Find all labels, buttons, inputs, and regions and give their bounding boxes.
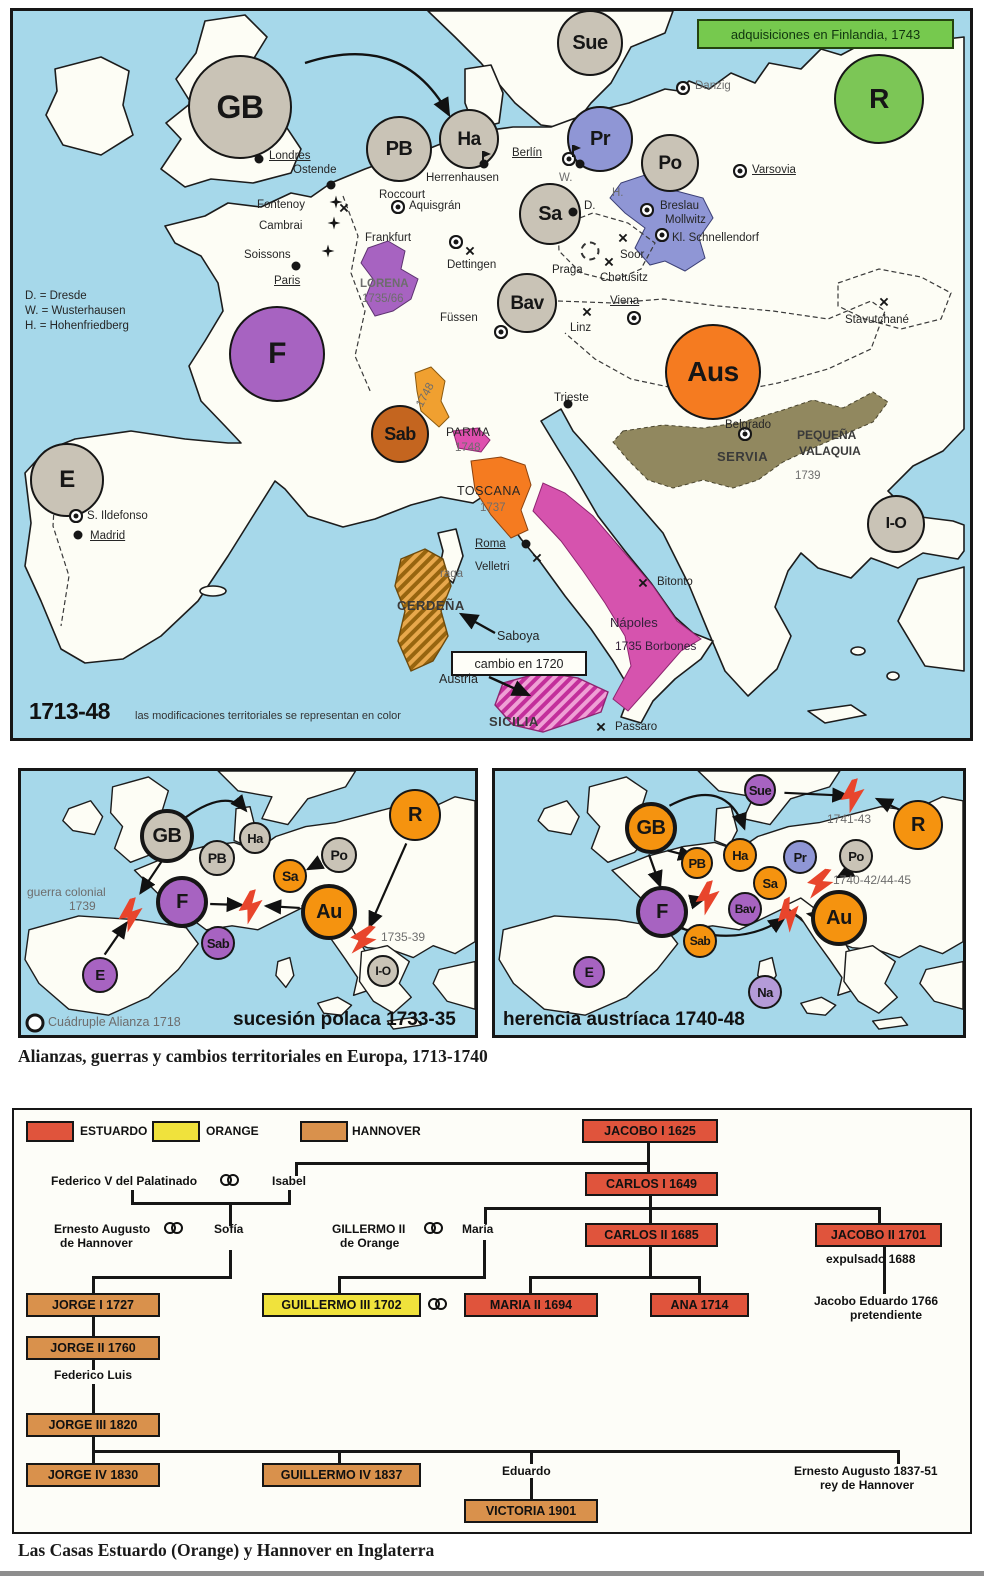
polaca-power-pb: PB (199, 840, 235, 876)
austriaca-power-bav: Bav (728, 892, 762, 926)
tree-text-maria: María (462, 1222, 494, 1236)
map-sucesion-polaca (18, 768, 478, 1038)
city-label-stavutchane: Stavutchané (845, 314, 909, 326)
polaca-power-e: E (82, 957, 118, 993)
tree-box-jacobo2: JACOBO II 1701 (815, 1223, 942, 1247)
city-label-ildefonso: S. Ildefonso (87, 510, 148, 522)
city-label-roma: Roma (475, 538, 506, 550)
marriage-rings-icon (220, 1174, 242, 1186)
polaca-power-au: Au (301, 884, 357, 940)
city-dot-londres (255, 155, 264, 164)
region-label-valaquia-2: VALAQUIA (799, 444, 861, 458)
region-label-lorena-year: 1735/66 (362, 293, 404, 305)
city-label-danzig: Danzig (695, 80, 731, 92)
tree-text-gillermo2-b: de Orange (340, 1236, 400, 1250)
power-sue: Sue (557, 10, 623, 76)
tree-box-carlos2: CARLOS II 1685 (585, 1223, 718, 1247)
abbrev-label-hohenfriedberg: H. (612, 187, 624, 199)
siege-circle-icon-praga (581, 242, 600, 261)
legend-swatch-hannover (300, 1121, 348, 1142)
abbrev-label-dresde: D. (584, 200, 596, 212)
polaca-power-ha: Ha (239, 822, 271, 854)
abbrev-key-hohenfriedberg: H. = Hohenfriedberg (25, 320, 129, 332)
tree-text-ernesto-b: de Hannover (60, 1236, 133, 1250)
abbrev-key-wusterhausen: W. = Wusterhausen (25, 305, 126, 317)
tree-text-federico-v: Federico V del Palatinado (51, 1174, 198, 1188)
connector-line (338, 1276, 486, 1279)
city-label-roccourt: Roccourt (379, 189, 426, 201)
polaca-power-gb: GB (140, 809, 194, 863)
tree-box-jacobo1: JACOBO I 1625 (582, 1119, 718, 1143)
power-ha: Ha (439, 109, 499, 169)
city-label-velletri: Velletri (475, 561, 510, 573)
power-e: E (30, 443, 104, 517)
austriaca-power-ha: Ha (723, 838, 757, 872)
city-dot-roma (522, 540, 531, 549)
map-period-note: las modificaciones territoriales se representan en color (135, 710, 401, 722)
city-label-paris: Paris (274, 275, 301, 287)
region-label-napoles-year: 1735 Borbones (615, 639, 697, 653)
tree-text-gillermo2-a: GILLERMO II (332, 1222, 406, 1236)
tree-box-jorge3: JORGE III 1820 (26, 1413, 160, 1437)
connector-line (649, 1207, 652, 1223)
tree-box-guillermo4: GUILLERMO IV 1837 (262, 1463, 421, 1487)
battle-icon-stavutchane (879, 294, 889, 311)
marriage-rings-icon (164, 1222, 186, 1234)
city-label-fussen: Füssen (440, 312, 478, 324)
city-dot-herrenhausen (480, 160, 489, 169)
city-label-ostende: Ostende (293, 164, 337, 176)
connector-line (338, 1450, 341, 1463)
tree-text-jacobo-eduardo-b: pretendiente (850, 1308, 923, 1322)
marriage-rings-icon (428, 1298, 450, 1310)
power-sa: Sa (519, 183, 581, 245)
city-dot-madrid (74, 531, 83, 540)
austriaca-power-r: R (893, 800, 943, 850)
city-label-aquisgran: Aquisgrán (409, 200, 461, 212)
austriaca-power-sue: Sue (744, 774, 776, 806)
page-bottom-rule (0, 1571, 984, 1576)
connector-line (295, 1162, 650, 1165)
austriaca-power-sa: Sa (753, 866, 787, 900)
tree-text-sofia: Sofía (214, 1222, 244, 1236)
tree-text-ernesto-a: Ernesto Augusto (54, 1222, 151, 1236)
connector-line (878, 1207, 881, 1223)
power-sab: Sab (371, 405, 429, 463)
connector-line (92, 1450, 95, 1463)
tree-text-ernesto2-a: Ernesto Augusto 1837-51 (794, 1464, 938, 1478)
label-guerra-colonial-1: guerra colonial (27, 885, 106, 899)
city-label-belgrado: Belgrado (725, 419, 772, 431)
connector-line (647, 1143, 650, 1162)
legend-label-orange: ORANGE (206, 1124, 259, 1138)
region-label-napoles: Nápoles (610, 615, 658, 630)
connector-line (92, 1437, 95, 1450)
region-label-raga: raga (440, 568, 464, 580)
battle-icon-bitonto (638, 575, 648, 592)
abbrev-key-dresde: D. = Dresde (25, 290, 87, 302)
connector-line (897, 1450, 900, 1464)
region-label-cerdena: CERDEÑA (397, 598, 465, 613)
battle-icon-velletri (532, 550, 542, 567)
congress-dot-berlin (567, 157, 572, 162)
austriaca-power-au: Au (811, 890, 867, 946)
city-label-linz: Linz (570, 322, 592, 334)
city-label-herrenhausen: Herrenhausen (426, 172, 499, 184)
region-label-sicilia: SICILIA (489, 714, 539, 729)
abbrev-label-wusterhausen: W. (559, 172, 573, 184)
label-guerra-colonial-2: 1739 (69, 899, 96, 913)
region-label-lorena: LORENA (360, 278, 409, 290)
map-period-label: 1713-48 (29, 698, 110, 724)
tree-caption: Las Casas Estuardo (Orange) y Hannover en Inglaterra (18, 1540, 435, 1560)
connector-line (92, 1276, 95, 1293)
note-label-austria: Austria (439, 672, 478, 686)
connector-line (92, 1384, 95, 1413)
congress-dot-breslau (645, 208, 650, 213)
maps-caption: Alianzas, guerras y cambios territoriales en Europa, 1713-1740 (18, 1046, 488, 1066)
city-label-berlin: Berlín (512, 147, 543, 159)
label-north-years: 1741-43 (827, 812, 872, 826)
city-label-praga: Praga (552, 264, 583, 276)
power-pr: Pr (567, 106, 633, 172)
city-label-trieste: Trieste (554, 392, 589, 404)
battle-icon-linz (582, 304, 592, 321)
legend-swatch-orange (152, 1121, 200, 1142)
congress-dot-belgrado (743, 432, 748, 437)
city-label-chotusitz: Chotusitz (600, 272, 648, 284)
region-label-milan-year: 1748 (414, 381, 437, 410)
alliance-ring-icon (26, 1014, 45, 1033)
label-mid-years: 1740-42/44-45 (833, 873, 912, 887)
tree-text-expulsado: expulsado 1688 (826, 1252, 916, 1266)
congress-dot-aquisgran (396, 205, 401, 210)
city-label-mollwitz: Mollwitz (665, 214, 706, 226)
family-tree-panel (12, 1108, 972, 1534)
connector-line (530, 1450, 533, 1464)
city-label-schnellendorf: Kl. Schnellendorf (672, 232, 759, 244)
congress-dot-schnellendorf (660, 233, 665, 238)
battle-icon-dettingen (465, 243, 475, 260)
region-label-parma: PARMA (446, 425, 491, 439)
congress-dot-varsovia (738, 169, 743, 174)
city-label-madrid: Madrid (90, 530, 126, 542)
legend-swatch-estuardo (26, 1121, 74, 1142)
region-label-valaquia-year: 1739 (795, 470, 821, 482)
tree-box-ana: ANA 1714 (650, 1293, 749, 1317)
city-label-londres: Londres (269, 150, 311, 162)
tree-box-jorge1: JORGE I 1727 (26, 1293, 160, 1317)
finland-note-box: adquisiciones en Finlandia, 1743 (697, 19, 954, 49)
power-po: Po (641, 134, 699, 192)
battle-icon-chotusitz (604, 254, 614, 271)
label-io-years: 1735-39 (381, 930, 426, 944)
austriaca-power-na: Na (748, 975, 782, 1009)
austriaca-power-sab: Sab (683, 924, 717, 958)
city-label-viena: Viena (610, 295, 640, 307)
tree-text-eduardo: Eduardo (502, 1464, 551, 1478)
legend-label-hannover: HANNOVER (352, 1124, 421, 1138)
power-pb: PB (366, 116, 432, 182)
map-polaca-title: sucesión polaca 1733-35 (233, 1009, 456, 1030)
connector-line (484, 1207, 881, 1210)
flag-icon-berlin (572, 145, 574, 157)
battle-icon-passaro (596, 719, 606, 736)
map-austriaca-title: herencia austríaca 1740-48 (503, 1009, 745, 1030)
tree-text-jacobo-eduardo-a: Jacobo Eduardo 1766 (814, 1294, 939, 1308)
region-label-valaquia-1: PEQUEÑA (797, 428, 857, 442)
connector-line (698, 1276, 701, 1293)
polaca-power-po: Po (321, 837, 357, 873)
connector-line (647, 1162, 650, 1172)
austriaca-power-gb: GB (625, 802, 677, 854)
city-label-dettingen: Dettingen (447, 259, 497, 271)
connector-line (530, 1478, 533, 1499)
tree-box-jorge4: JORGE IV 1830 (26, 1463, 160, 1487)
marriage-rings-icon (424, 1222, 446, 1234)
region-label-toscana: TOSCANA (457, 484, 521, 498)
power-r: R (834, 54, 924, 144)
polaca-power-f: F (156, 876, 208, 928)
tree-text-ernesto2-b: rey de Hannover (820, 1478, 915, 1492)
power-bav: Bav (497, 273, 557, 333)
power-f: F (229, 306, 325, 402)
austriaca-power-pr: Pr (783, 840, 817, 874)
austriaca-power-pb: PB (681, 847, 713, 879)
label-cuadruple-alianza: Cuádruple Alianza 1718 (48, 1015, 181, 1029)
city-dot-ostende (327, 181, 336, 190)
city-label-soor: Soor (620, 249, 645, 261)
city-label-varsovia: Varsovia (752, 164, 796, 176)
map-herencia-austriaca (492, 768, 966, 1038)
connector-line (92, 1450, 900, 1453)
power-aus: Aus (665, 324, 761, 420)
city-label-frankfurt: Frankfurt (365, 232, 412, 244)
note-box-cambio-1720: cambio en 1720 (451, 651, 587, 676)
congress-dot-fussen (499, 330, 504, 335)
city-label-bitonto: Bitonto (657, 576, 693, 588)
city-label-cambrai: Cambrai (259, 220, 303, 232)
legend-label-estuardo: ESTUARDO (80, 1124, 148, 1138)
connector-line (529, 1276, 532, 1293)
tree-box-guillermo3: GUILLERMO III 1702 (262, 1293, 421, 1317)
tree-box-carlos1: CARLOS I 1649 (585, 1172, 718, 1196)
tree-box-victoria: VICTORIA 1901 (464, 1499, 598, 1523)
city-label-breslau: Breslau (660, 200, 699, 212)
main-map-1713-48 (10, 8, 973, 741)
city-label-passaro: Passaro (615, 721, 658, 733)
tree-box-jorge2: JORGE II 1760 (26, 1336, 160, 1360)
congress-dot-viena (632, 316, 637, 321)
connector-line (92, 1317, 95, 1336)
connector-line (92, 1276, 232, 1279)
power-io: I-O (867, 495, 925, 553)
region-label-toscana-year: 1737 (480, 502, 506, 514)
note-label-saboya: Saboya (497, 629, 540, 643)
region-label-servia: SERVIA (717, 449, 769, 464)
city-dot-dresde (569, 208, 578, 217)
region-label-parma-year: 1748 (455, 442, 481, 454)
connector-line (649, 1196, 652, 1207)
connector-line (649, 1247, 652, 1277)
connector-line (529, 1276, 701, 1279)
battle-icon-soor (618, 230, 628, 247)
tree-box-maria2: MARIA II 1694 (464, 1293, 598, 1317)
polaca-power-sab: Sab (201, 926, 235, 960)
austriaca-power-po: Po (839, 839, 873, 873)
polaca-power-sa: Sa (273, 859, 307, 893)
polaca-power-io: I-O (367, 955, 399, 987)
city-label-soissons: Soissons (244, 249, 291, 261)
connector-line (229, 1250, 232, 1278)
tree-text-federico-luis: Federico Luis (54, 1368, 133, 1382)
connector-line (483, 1240, 486, 1277)
city-label-fontenoy: Fontenoy (257, 199, 305, 211)
polaca-power-r: R (389, 789, 441, 841)
austriaca-power-f: F (636, 886, 688, 938)
connector-line (338, 1276, 341, 1293)
city-dot-berlin (576, 160, 585, 169)
power-gb: GB (188, 55, 292, 159)
congress-dot-ildefonso (74, 514, 79, 519)
tree-text-isabel: Isabel (272, 1174, 307, 1188)
connector-line (131, 1202, 291, 1205)
congress-dot-danzig (681, 86, 686, 91)
congress-dot-frankfurt (454, 240, 459, 245)
city-dot-paris (292, 262, 301, 271)
austriaca-power-e: E (573, 956, 605, 988)
